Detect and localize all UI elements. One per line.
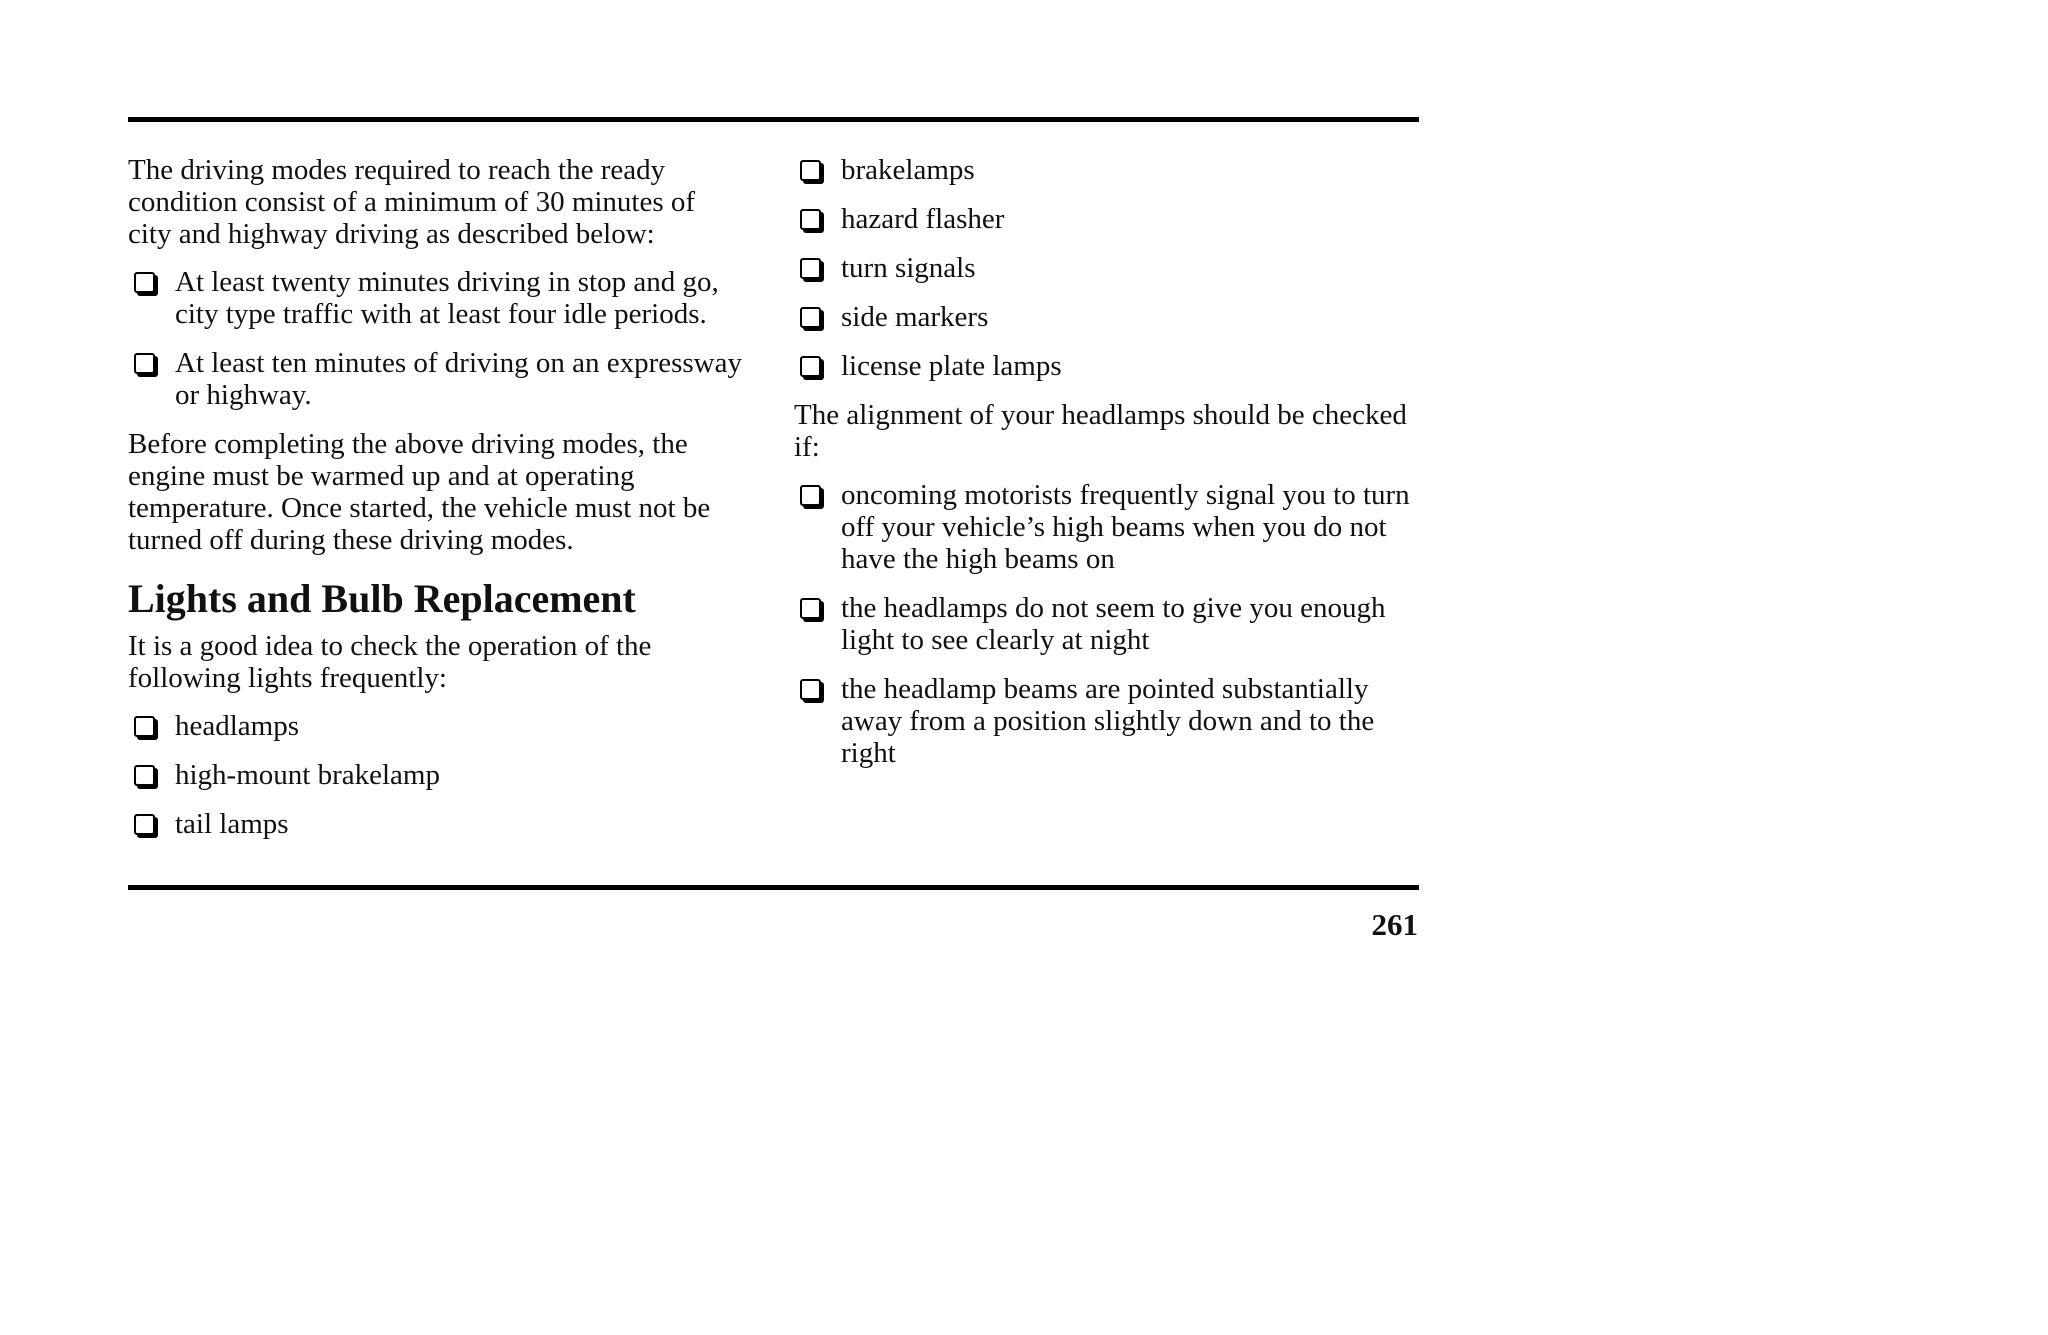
list-item-text: side markers: [841, 301, 989, 333]
list-item: [128, 347, 743, 411]
bottom-rule: [128, 885, 1419, 890]
section-heading: Lights and Bulb Replacement: [128, 576, 636, 621]
checkbox-icon: [800, 307, 821, 328]
list-item-text: hazard flasher: [841, 203, 1005, 235]
lights-list: [128, 710, 743, 840]
list-item-text: tail lamps: [175, 808, 289, 840]
list-item-text: the headlamps do not seem to give you enough light to see clearly at night: [841, 592, 1386, 656]
alignment-conditions-list: [794, 479, 1424, 769]
page-number: 261: [1371, 907, 1418, 942]
list-item-text: oncoming motorists frequently signal you to turn off your vehicle’s high beams when you do not have the high beams on: [841, 479, 1410, 575]
list-item-text: license plate lamps: [841, 350, 1062, 382]
checkbox-icon: [800, 160, 821, 181]
list-item-text: high-mount brakelamp: [175, 759, 440, 791]
list-item-text: At least ten minutes of driving on an expressway or highway.: [175, 347, 742, 411]
list-item-text: the headlamp beams are pointed substantially away from a position slightly down and to the right: [841, 673, 1375, 769]
alignment-intro-paragraph: The alignment of your headlamps should be checked if:: [794, 399, 1407, 463]
checkbox-icon: [800, 209, 821, 230]
warmup-paragraph: Before completing the above driving modes, the engine must be warmed up and at operating temperature. Once started, the vehicle must not be turned off during these driving modes.: [128, 428, 711, 556]
checkbox-icon: [800, 356, 821, 377]
list-item-text: turn signals: [841, 252, 976, 284]
checkbox-icon: [134, 765, 155, 786]
list-item-text: brakelamps: [841, 154, 975, 186]
checkbox-icon: [134, 814, 155, 835]
list-item-text: headlamps: [175, 710, 300, 742]
checkbox-icon: [134, 353, 155, 374]
list-item: [794, 301, 1424, 333]
list-item: [128, 710, 743, 742]
list-item-text: At least twenty minutes driving in stop and go, city type traffic with at least four idle periods.: [175, 266, 719, 330]
checkbox-icon: [800, 598, 821, 619]
checkbox-icon: [800, 485, 821, 506]
checkbox-icon: [134, 716, 155, 737]
lights-intro-paragraph: It is a good idea to check the operation of the following lights frequently:: [128, 630, 652, 694]
list-item: [128, 808, 743, 840]
list-item: [794, 592, 1424, 656]
list-item: [794, 252, 1424, 284]
checkbox-icon: [800, 258, 821, 279]
right-column: [794, 154, 1424, 786]
driving-modes-list: [128, 266, 743, 411]
left-column: [128, 154, 743, 857]
list-item: [128, 759, 743, 791]
top-rule: [128, 117, 1419, 122]
list-item: [794, 479, 1424, 575]
list-item: [128, 266, 743, 330]
list-item: [794, 203, 1424, 235]
list-item: [794, 350, 1424, 382]
checkbox-icon: [800, 679, 821, 700]
list-item: [794, 154, 1424, 186]
lights-list-continued: [794, 154, 1424, 382]
intro-paragraph: The driving modes required to reach the ready condition consist of a minimum of 30 minutes of city and highway driving as described below:: [128, 154, 696, 250]
list-item: [794, 673, 1424, 769]
checkbox-icon: [134, 272, 155, 293]
